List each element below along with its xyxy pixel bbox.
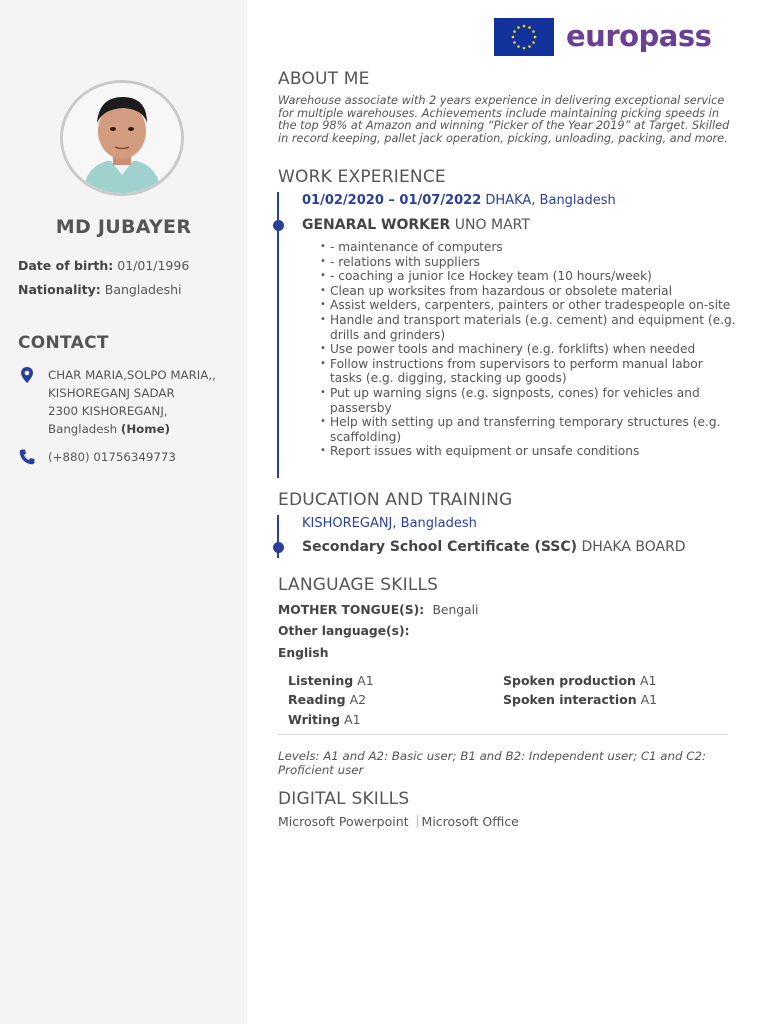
skill-writing: Writing A1 [288,712,361,727]
education-institution: DHAKA BOARD [581,539,686,555]
mother-tongue-label: MOTHER TONGUE(S): [278,603,425,617]
address-tag: (Home) [120,422,170,436]
list-item: • Handle and transport materials (e.g. cement) and equipment (e.g. drills and grinders) [320,313,738,342]
list-item: • - maintenance of computers [320,240,738,255]
work-duties-list [320,240,738,459]
phone-icon [18,448,36,470]
list-item: • Help with setting up and transferring temporary structures (e.g. scaffolding) [320,415,738,444]
list-item: • Assist welders, carpenters, painters or other tradespeople on-site [320,298,738,313]
nationality-label: Nationality: [18,282,101,297]
person-name: MD JUBAYER [55,216,192,238]
list-item: • Follow instructions from supervisors to perform manual labor tasks (e.g. digging, stacking up goods) [320,357,738,386]
divider [417,815,418,827]
skill-spoken-interaction: Spoken interaction A1 [503,692,658,707]
address-line: KISHOREGANJ SADAR [48,386,175,400]
education-heading: EDUCATION AND TRAINING [278,490,513,510]
home-address [48,366,216,438]
mother-tongue-value: Bengali [432,603,479,617]
digital-skill-item: Microsoft Office [421,814,519,829]
work-location: DHAKA, Bangladesh [485,193,616,208]
language-heading: LANGUAGE SKILLS [278,575,439,595]
levels-note: Levels: A1 and A2: Basic user; B1 and B2: Independent user; C1 and C2: Proficient user [278,749,706,777]
other-languages-label: Other language(s): [278,624,410,638]
work-timeline-line [277,192,279,478]
education-location: KISHOREGANJ, Bangladesh [302,516,477,531]
profile-photo [60,80,184,196]
list-item: • Use power tools and machinery (e.g. forklifts) when needed [320,342,738,357]
address-line: CHAR MARIA,SOLPO MARIA,, [48,368,216,382]
address-line: 2300 KISHOREGANJ, [48,404,168,418]
education-timeline-dot [273,542,284,553]
job-title: GENARAL WORKER [302,217,451,233]
list-item: • Report issues with equipment or unsafe conditions [320,444,738,459]
address-line: Bangladesh (Home) [48,422,170,436]
work-dates-location [302,193,616,208]
list-item: • Put up warning signs (e.g. signposts, cones) for vehicles and passersby [320,386,738,415]
europass-flag-logo [494,18,554,60]
digital-skills-list [278,814,519,829]
education-degree-line [302,539,686,555]
work-heading: WORK EXPERIENCE [278,167,446,187]
skill-listening: Listening A1 [288,673,374,688]
divider [278,734,728,735]
job-title-line [302,217,530,233]
skill-spoken-production: Spoken production A1 [503,673,657,688]
list-item: • Clean up worksites from hazardous or obsolete material [320,284,738,299]
about-heading: ABOUT ME [278,69,370,89]
skill-reading: Reading A2 [288,692,367,707]
digital-skill-item: Microsoft Powerpoint [278,814,409,829]
phone-number: (+880) 01756349773 [48,450,176,464]
education-degree: Secondary School Certificate (SSC) [302,539,578,555]
work-dates: 01/02/2020 – 01/07/2022 [302,193,482,208]
profile-photo-image [63,83,181,193]
mother-tongue [278,603,478,617]
list-item: • - relations with suppliers [320,255,738,270]
dob-label: Date of birth: [18,258,114,273]
date-of-birth [18,258,189,273]
nationality-value: Bangladeshi [104,282,182,297]
work-timeline-dot [273,220,284,231]
contact-heading: CONTACT [18,333,109,353]
about-text: Warehouse associate with 2 years experience in delivering exceptional service for multiple warehouses. Achievements include maintaining picking speeds in the top 98% at Amazon and winning “Picker of the Year 2019” at Target. Skilled in record keeping, pallet jack operation, picking, unloading, packing, and more. [278,94,730,145]
list-item: • - coaching a junior Ice Hockey team (10 hours/week) [320,269,738,284]
nationality [18,282,182,297]
europass-wordmark: europass [566,19,712,53]
digital-heading: DIGITAL SKILLS [278,789,410,809]
dob-value: 01/01/1996 [117,258,190,273]
employer: UNO MART [454,217,530,233]
other-language-name: English [278,646,329,660]
location-pin-icon [18,366,36,388]
